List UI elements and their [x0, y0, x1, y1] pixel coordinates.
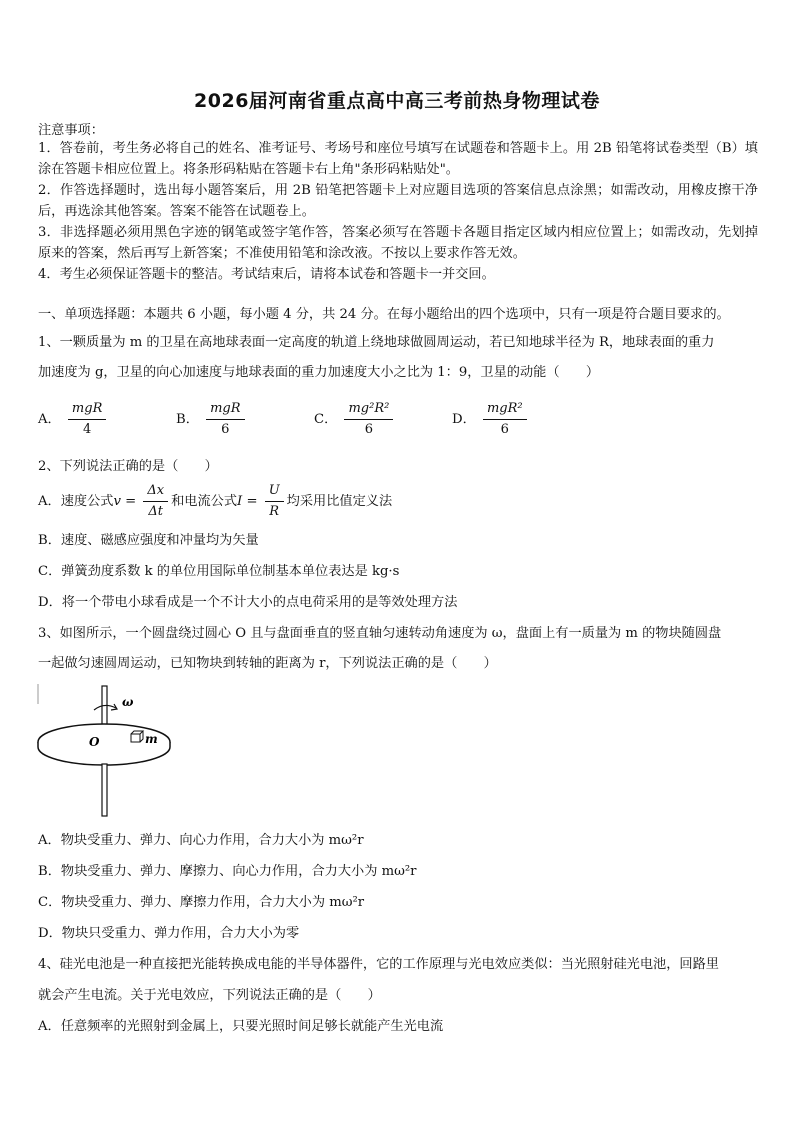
- denominator: Δt: [148, 504, 164, 519]
- formula-symbol: I =: [237, 494, 258, 509]
- option-label: B．: [176, 412, 199, 427]
- shaft-top: [102, 686, 107, 728]
- omega-label: ω: [122, 695, 134, 709]
- formula-symbol: v =: [113, 494, 137, 509]
- option-label: A．: [38, 412, 61, 427]
- q1-option-a: [38, 400, 109, 439]
- q1-stem-line1: 1、一颗质量为 m 的卫星在高地球表面一定高度的轨道上绕地球做圆周运动，若已知地球半径为 R，地球表面的重力: [38, 335, 715, 350]
- section-heading: 一、单项选择题：本题共 6 小题，每小题 4 分，共 24 分。在每小题给出的四个选项中，只有一项是符合题目要求的。: [38, 307, 730, 322]
- q3-option-c: C．物块受重力、弹力、摩擦力作用，合力大小为 mω²r: [38, 895, 365, 910]
- numerator: mgR: [206, 400, 244, 420]
- notice-item-3: 3．非选择题必须用黑色字迹的钢笔或签字笔作答，答案必须写在答题卡各题目指定区域内相应位置上；如需改动，先划掉原来的答案，然后再写上新答案；不准使用铅笔和涂改液。不按以上要求作答无效。: [38, 225, 758, 261]
- q3-stem-line1: 3、如图所示，一个圆盘绕过圆心 O 且与盘面垂直的竖直轴匀速转动角速度为 ω，盘面上有一质量为 m 的物块随圆盘: [38, 626, 722, 641]
- mass-label: m: [145, 732, 158, 746]
- notice-item-1: 1．答卷前，考生务必将自己的姓名、准考证号、考场号和座位号填写在试题卷和答题卡上。用 2B 铅笔将试卷类型（B）填涂在答题卡相应位置上。将条形码粘贴在答题卡右上角"条形码粘贴处"。: [38, 141, 758, 177]
- q3-option-a: A．物块受重力、弹力、向心力作用，合力大小为 mω²r: [38, 833, 364, 848]
- q2-option-a: [38, 482, 392, 521]
- denominator: 6: [221, 422, 230, 437]
- notice-item-2: 2．作答选择题时，选出每小题答案后，用 2B 铅笔把答题卡上对应题目选项的答案信息点涂黑；如需改动，用橡皮擦干净后，再选涂其他答案。答案不能答在试题卷上。: [38, 183, 758, 219]
- q1-option-c: [314, 400, 396, 439]
- rotating-disc-figure: [36, 680, 186, 820]
- q3-stem-line2: 一起做匀速圆周运动，已知物块到转轴的距离为 r，下列说法正确的是（ ）: [38, 656, 497, 671]
- q3-option-b: B．物块受重力、弹力、摩擦力、向心力作用，合力大小为 mω²r: [38, 864, 417, 879]
- denominator: 4: [83, 422, 92, 437]
- q1-option-b: [176, 400, 248, 439]
- option-label: C．: [314, 412, 338, 427]
- center-label: O: [89, 735, 100, 749]
- denominator: 6: [364, 422, 374, 437]
- q4-option-a: A．任意频率的光照射到金属上，只要光照时间足够长就能产生光电流: [38, 1019, 444, 1034]
- option-text: 和电流公式: [171, 494, 238, 509]
- fraction: [68, 400, 106, 439]
- numerator: U: [265, 482, 284, 502]
- notice-heading: 注意事项：: [38, 123, 104, 138]
- q2-option-c: C．弹簧劲度系数 k 的单位用国际单位制基本单位表达是 kg·s: [38, 564, 400, 579]
- exam-title: 2026届河南省重点高中高三考前热身物理试卷: [194, 90, 600, 112]
- q2-stem: 2、下列说法正确的是（ ）: [38, 459, 218, 474]
- fraction: [143, 482, 168, 521]
- shaft-bottom: [102, 764, 107, 816]
- fraction: [344, 400, 393, 439]
- fraction: [265, 482, 284, 521]
- option-text: 均采用比值定义法: [286, 494, 393, 509]
- denominator: R: [269, 504, 280, 519]
- numerator: mgR: [68, 400, 106, 420]
- q2-option-b: B．速度、磁感应强度和冲量均为矢量: [38, 533, 259, 548]
- option-text: A．速度公式: [38, 494, 114, 509]
- q4-stem-line2: 就会产生电流。关于光电效应，下列说法正确的是（ ）: [38, 988, 381, 1003]
- denominator: 6: [500, 422, 509, 437]
- fraction: [206, 400, 244, 439]
- fraction: [483, 400, 527, 439]
- q3-option-d: D．物块只受重力、弹力作用，合力大小为零: [38, 926, 300, 941]
- q4-stem-line1: 4、硅光电池是一种直接把光能转换成电能的半导体器件，它的工作原理与光电效应类似：当光照射硅光电池，回路里: [38, 957, 719, 972]
- q2-option-d: D．将一个带电小球看成是一个不计大小的点电荷采用的是等效处理方法: [38, 595, 458, 610]
- numerator: Δx: [143, 482, 168, 502]
- q1-option-d: [452, 400, 530, 439]
- numerator: mgR²: [483, 400, 527, 420]
- q1-stem-line2: 加速度为 g，卫星的向心加速度与地球表面的重力加速度大小之比为 1：9，卫星的动能（ ）: [38, 365, 600, 380]
- numerator: mg²R²: [344, 400, 393, 420]
- notice-item-4: 4．考生必须保证答题卡的整洁。考试结束后，请将本试卷和答题卡一并交回。: [38, 267, 495, 282]
- option-label: D．: [452, 412, 476, 427]
